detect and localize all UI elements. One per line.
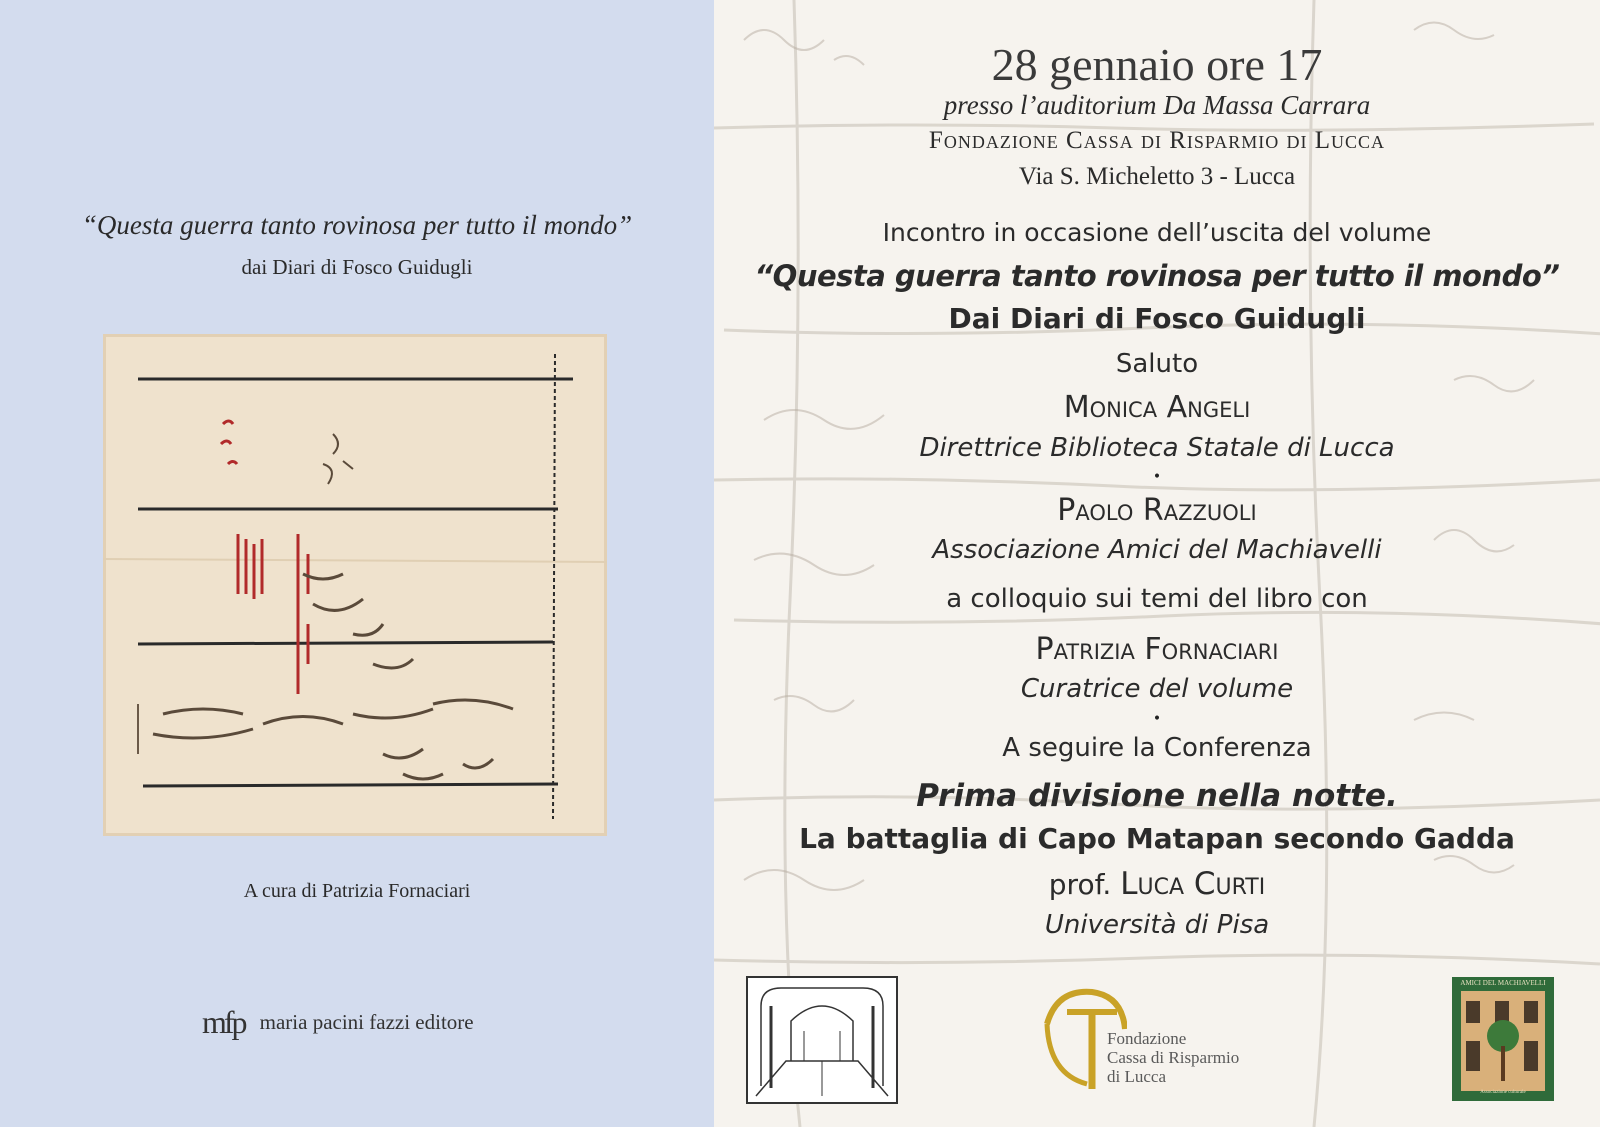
conference-subtitle: La battaglia di Capo Matapan secondo Gadda [799, 822, 1515, 855]
foundation-logo-line3: di Lucca [1107, 1067, 1166, 1086]
event-address: Via S. Micheletto 3 - Lucca [1018, 163, 1296, 190]
event-intro: Incontro in occasione dell’uscita del volume [882, 218, 1432, 247]
conference-title: Prima divisione nella notte. [916, 778, 1398, 814]
cover-curator-line: A cura di Patrizia Fornaciari [243, 880, 471, 902]
invitation-panel [714, 0, 1600, 1127]
machiavelli-logo-subtitle: Associazione culturale [1480, 1090, 1526, 1095]
event-foundation: Fondazione Cassa di Risparmio di Lucca [928, 127, 1386, 154]
speaker3-role: Curatrice del volume [1020, 674, 1294, 704]
publisher-logo [202, 1004, 474, 1044]
greeting-label: Saluto [1115, 349, 1199, 379]
auditorium-logo [746, 976, 898, 1104]
discussion-line: a colloquio sui temi del libro con [946, 584, 1368, 614]
lecturer-affiliation: Università di Pisa [1044, 910, 1270, 940]
speaker2-role: Associazione Amici del Machiavelli [932, 535, 1382, 565]
publisher-mark-icon: mfp [202, 1004, 245, 1040]
cover-book-title: “Questa guerra tanto rovinosa per tutto il mondo” [81, 210, 633, 240]
foundation-logo-text [1107, 1029, 1277, 1086]
publisher-name: maria pacini fazzi editore [259, 1010, 474, 1034]
foundation-logo-line2: Cassa di Risparmio [1107, 1048, 1240, 1067]
book-cover-panel [0, 0, 714, 1127]
machiavelli-building-image [1461, 991, 1545, 1091]
cover-book-subtitle: dai Diari di Fosco Guidugli [241, 255, 473, 279]
speaker3-name: Patrizia Fornaciari [1035, 632, 1279, 667]
lecturer-line [714, 866, 1600, 902]
machiavelli-logo-title: AMICI DEL MACHIAVELLI [1460, 979, 1546, 987]
foundation-logo-line1: Fondazione [1107, 1029, 1187, 1048]
speaker1-name: Monica Angeli [1063, 390, 1251, 425]
lecturer-name: Luca Curti [1120, 866, 1266, 902]
followup-line: A seguire la Conferenza [1002, 733, 1312, 763]
volume-subtitle: Dai Diari di Fosco Guidugli [948, 302, 1366, 335]
lecturer-prefix: prof. [1048, 868, 1112, 901]
machiavelli-logo [1452, 977, 1554, 1101]
manuscript-image [103, 334, 607, 836]
speaker1-role: Direttrice Biblioteca Statale di Lucca [919, 433, 1395, 463]
speaker2-name: Paolo Razzuoli [1057, 493, 1257, 528]
separator-bullet-1: • [1152, 469, 1162, 485]
event-date: 28 gennaio ore 17 [991, 39, 1323, 90]
volume-title: “Questa guerra tanto rovinosa per tutto il mondo” [754, 259, 1560, 293]
event-venue: presso l’auditorium Da Massa Carrara [943, 90, 1371, 120]
separator-bullet-2: • [1152, 711, 1162, 727]
